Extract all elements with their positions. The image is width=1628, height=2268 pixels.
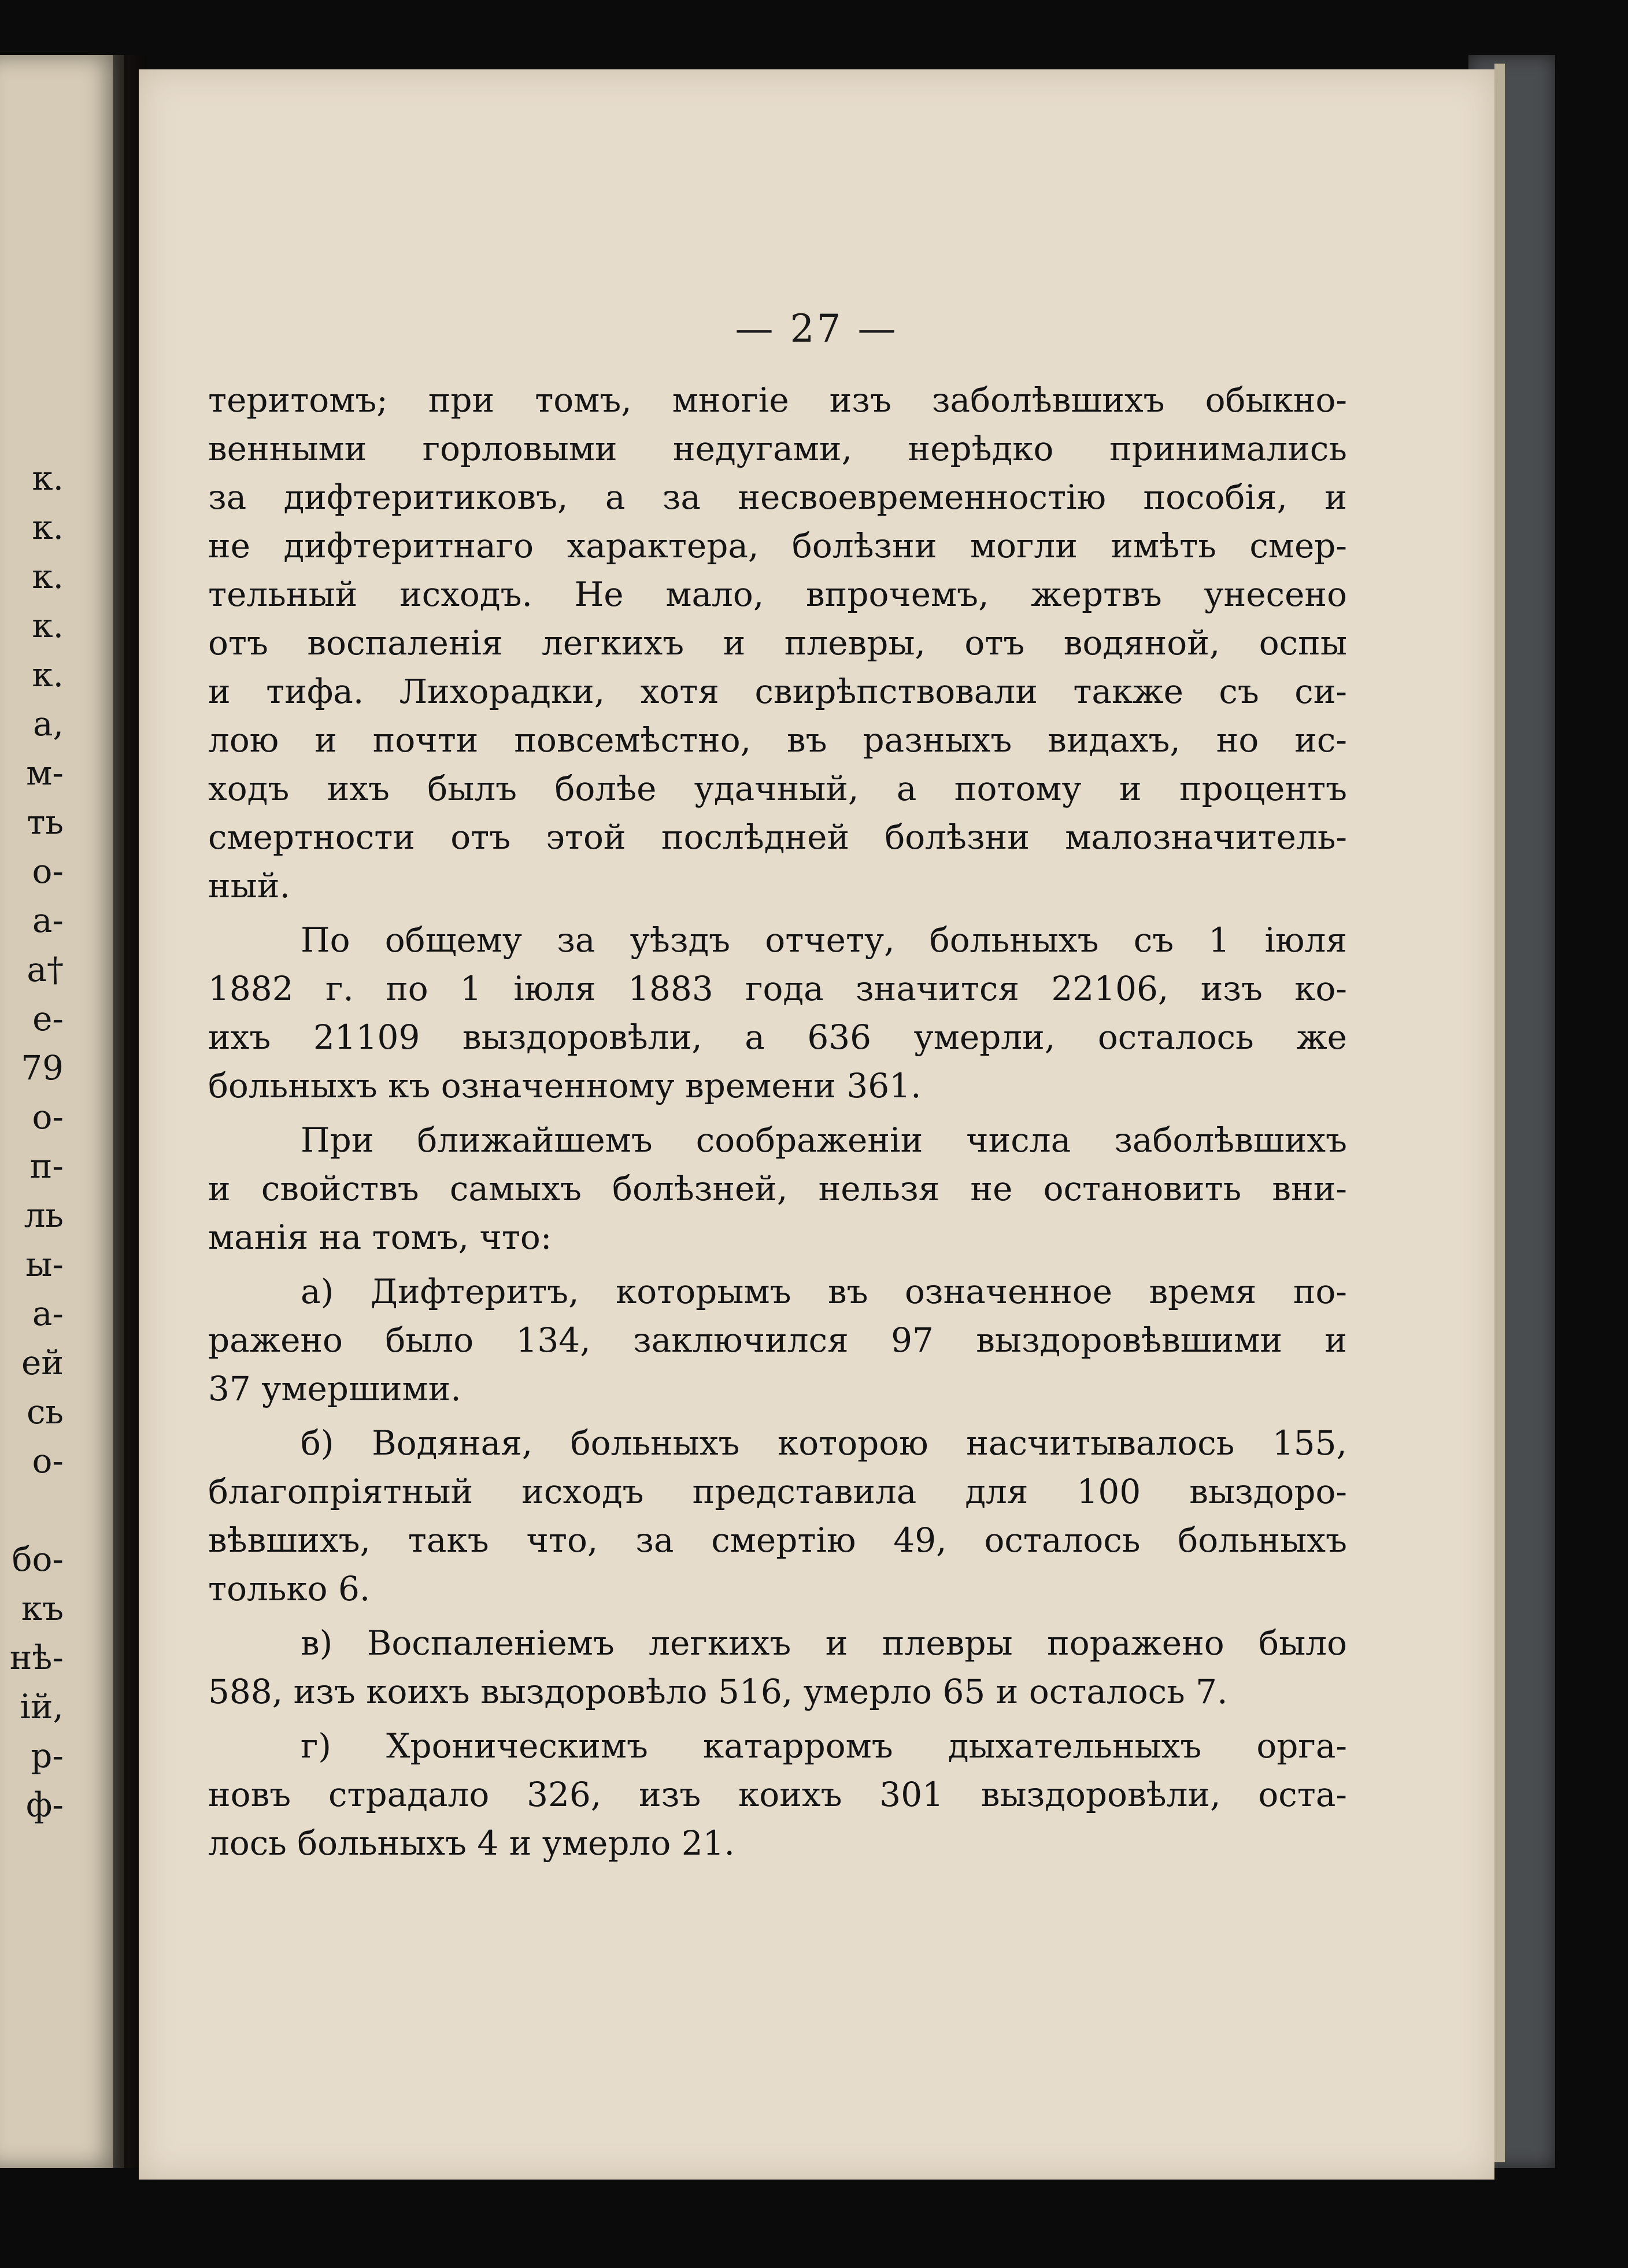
page-body-text bbox=[208, 376, 1347, 1867]
text-line: ходъ ихъ былъ болѣе удачный, а потому и процентъ bbox=[208, 769, 1347, 808]
previous-page-fragment: е- bbox=[32, 999, 64, 1038]
previous-page-fragment: ф- bbox=[26, 1785, 64, 1825]
text-line: за дифтеритиковъ, а за несвоевременностію пособія, и bbox=[208, 478, 1347, 517]
previous-page-fragment: бо- bbox=[12, 1540, 64, 1579]
previous-page-fragment: п- bbox=[29, 1146, 64, 1186]
text-line: смертности отъ этой послѣдней болѣзни малозначитель- bbox=[208, 817, 1347, 857]
text-line: больныхъ къ означенному времени 361. bbox=[208, 1066, 922, 1105]
previous-page-fragment: ть bbox=[27, 802, 64, 842]
previous-page-fragment: ій, bbox=[20, 1687, 64, 1726]
text-line: По общему за уѣздъ отчету, больныхъ съ 1 іюля bbox=[301, 920, 1347, 960]
text-line: б) Водяная, больныхъ которою насчитывалось 155, bbox=[301, 1423, 1347, 1463]
text-line: тельный исходъ. Не мало, впрочемъ, жертвъ унесено bbox=[208, 575, 1347, 614]
previous-page-fragment: к. bbox=[32, 606, 64, 645]
text-line: 588, изъ коихъ выздоровѣло 516, умерло 65 и осталось 7. bbox=[208, 1672, 1228, 1711]
previous-page-fragment: ей bbox=[21, 1343, 64, 1382]
previous-page-fragment: к. bbox=[32, 557, 64, 596]
paragraph bbox=[208, 1722, 1347, 1867]
previous-page-fragment: къ bbox=[21, 1589, 64, 1628]
previous-page-fragment: о- bbox=[32, 1441, 64, 1481]
text-line: и свойствъ самыхъ болѣзней, нельзя не остановить вни- bbox=[208, 1169, 1347, 1208]
text-line: ный. bbox=[208, 866, 290, 905]
previous-page-fragment: к. bbox=[32, 655, 64, 694]
text-line: ражено было 134, заключился 97 выздоровѣвшими и bbox=[208, 1320, 1347, 1360]
text-line: а) Дифтеритъ, которымъ въ означенное время по- bbox=[301, 1272, 1347, 1311]
text-line: лою и почти повсемѣстно, въ разныхъ видахъ, но ис- bbox=[208, 720, 1347, 760]
previous-page-fragment: а† bbox=[27, 950, 64, 989]
paragraph bbox=[208, 1419, 1347, 1613]
previous-page-fragment: нѣ- bbox=[9, 1638, 64, 1677]
text-line: венными горловыми недугами, нерѣдко принимались bbox=[208, 429, 1347, 468]
previous-page-edge bbox=[0, 55, 124, 2168]
text-line: отъ воспаленія легкихъ и плевры, отъ водяной, оспы bbox=[208, 623, 1347, 663]
previous-page-fragment: а- bbox=[32, 1294, 64, 1333]
previous-page-fragment: к. bbox=[32, 458, 64, 498]
text-line: только 6. bbox=[208, 1569, 371, 1608]
book-page bbox=[139, 69, 1494, 2180]
paragraph bbox=[208, 916, 1347, 1110]
text-line: новъ страдало 326, изъ коихъ 301 выздоровѣли, оста- bbox=[208, 1775, 1347, 1814]
page-number: — 27 — bbox=[735, 306, 898, 351]
text-line: ихъ 21109 выздоровѣли, а 636 умерли, осталось же bbox=[208, 1018, 1347, 1057]
previous-page-fragment: ль bbox=[24, 1196, 64, 1235]
text-line: не дифтеритнаго характера, болѣзни могли имѣть смер- bbox=[208, 526, 1347, 565]
text-line: благопріятный исходъ представила для 100 выздоро- bbox=[208, 1472, 1347, 1511]
previous-page-fragment: о- bbox=[32, 1097, 64, 1137]
previous-page-fragment: сь bbox=[26, 1392, 64, 1431]
page-edges bbox=[1494, 64, 1505, 2162]
paragraph bbox=[208, 1267, 1347, 1413]
paragraph bbox=[208, 1619, 1347, 1716]
previous-page-fragment: м- bbox=[26, 753, 64, 793]
previous-page-fragment: а, bbox=[32, 704, 64, 743]
previous-page-fragment: р- bbox=[31, 1736, 64, 1775]
text-line: манія на томъ, что: bbox=[208, 1218, 552, 1257]
text-line: При ближайшемъ соображеніи числа заболѣвшихъ bbox=[301, 1120, 1347, 1160]
previous-page-fragment: а- bbox=[32, 901, 64, 940]
text-line: 1882 г. по 1 іюля 1883 года значится 22106, изъ ко- bbox=[208, 969, 1347, 1008]
text-line: и тифа. Лихорадки, хотя свирѣпствовали также съ си- bbox=[208, 672, 1347, 711]
text-line: вѣвшихъ, такъ что, за смертію 49, осталось больныхъ bbox=[208, 1520, 1347, 1560]
paragraph bbox=[208, 1116, 1347, 1261]
text-line: г) Хроническимъ катарромъ дыхательныхъ орга- bbox=[301, 1726, 1347, 1766]
previous-page-fragment: о- bbox=[32, 852, 64, 891]
previous-page-fragment: к. bbox=[32, 508, 64, 547]
paragraph bbox=[208, 376, 1347, 910]
previous-page-fragment: 79 bbox=[21, 1048, 64, 1087]
text-line: 37 умершими. bbox=[208, 1369, 461, 1408]
previous-page-fragment: ы- bbox=[25, 1245, 64, 1284]
previous-page-fragment bbox=[0, 1486, 64, 1535]
text-line: в) Воспаленіемъ легкихъ и плевры поражено было bbox=[301, 1623, 1347, 1663]
text-line: теритомъ; при томъ, многіе изъ заболѣвшихъ обыкно- bbox=[208, 380, 1347, 420]
text-line: лось больныхъ 4 и умерло 21. bbox=[208, 1823, 735, 1863]
previous-page-text-fragments bbox=[0, 454, 64, 1830]
